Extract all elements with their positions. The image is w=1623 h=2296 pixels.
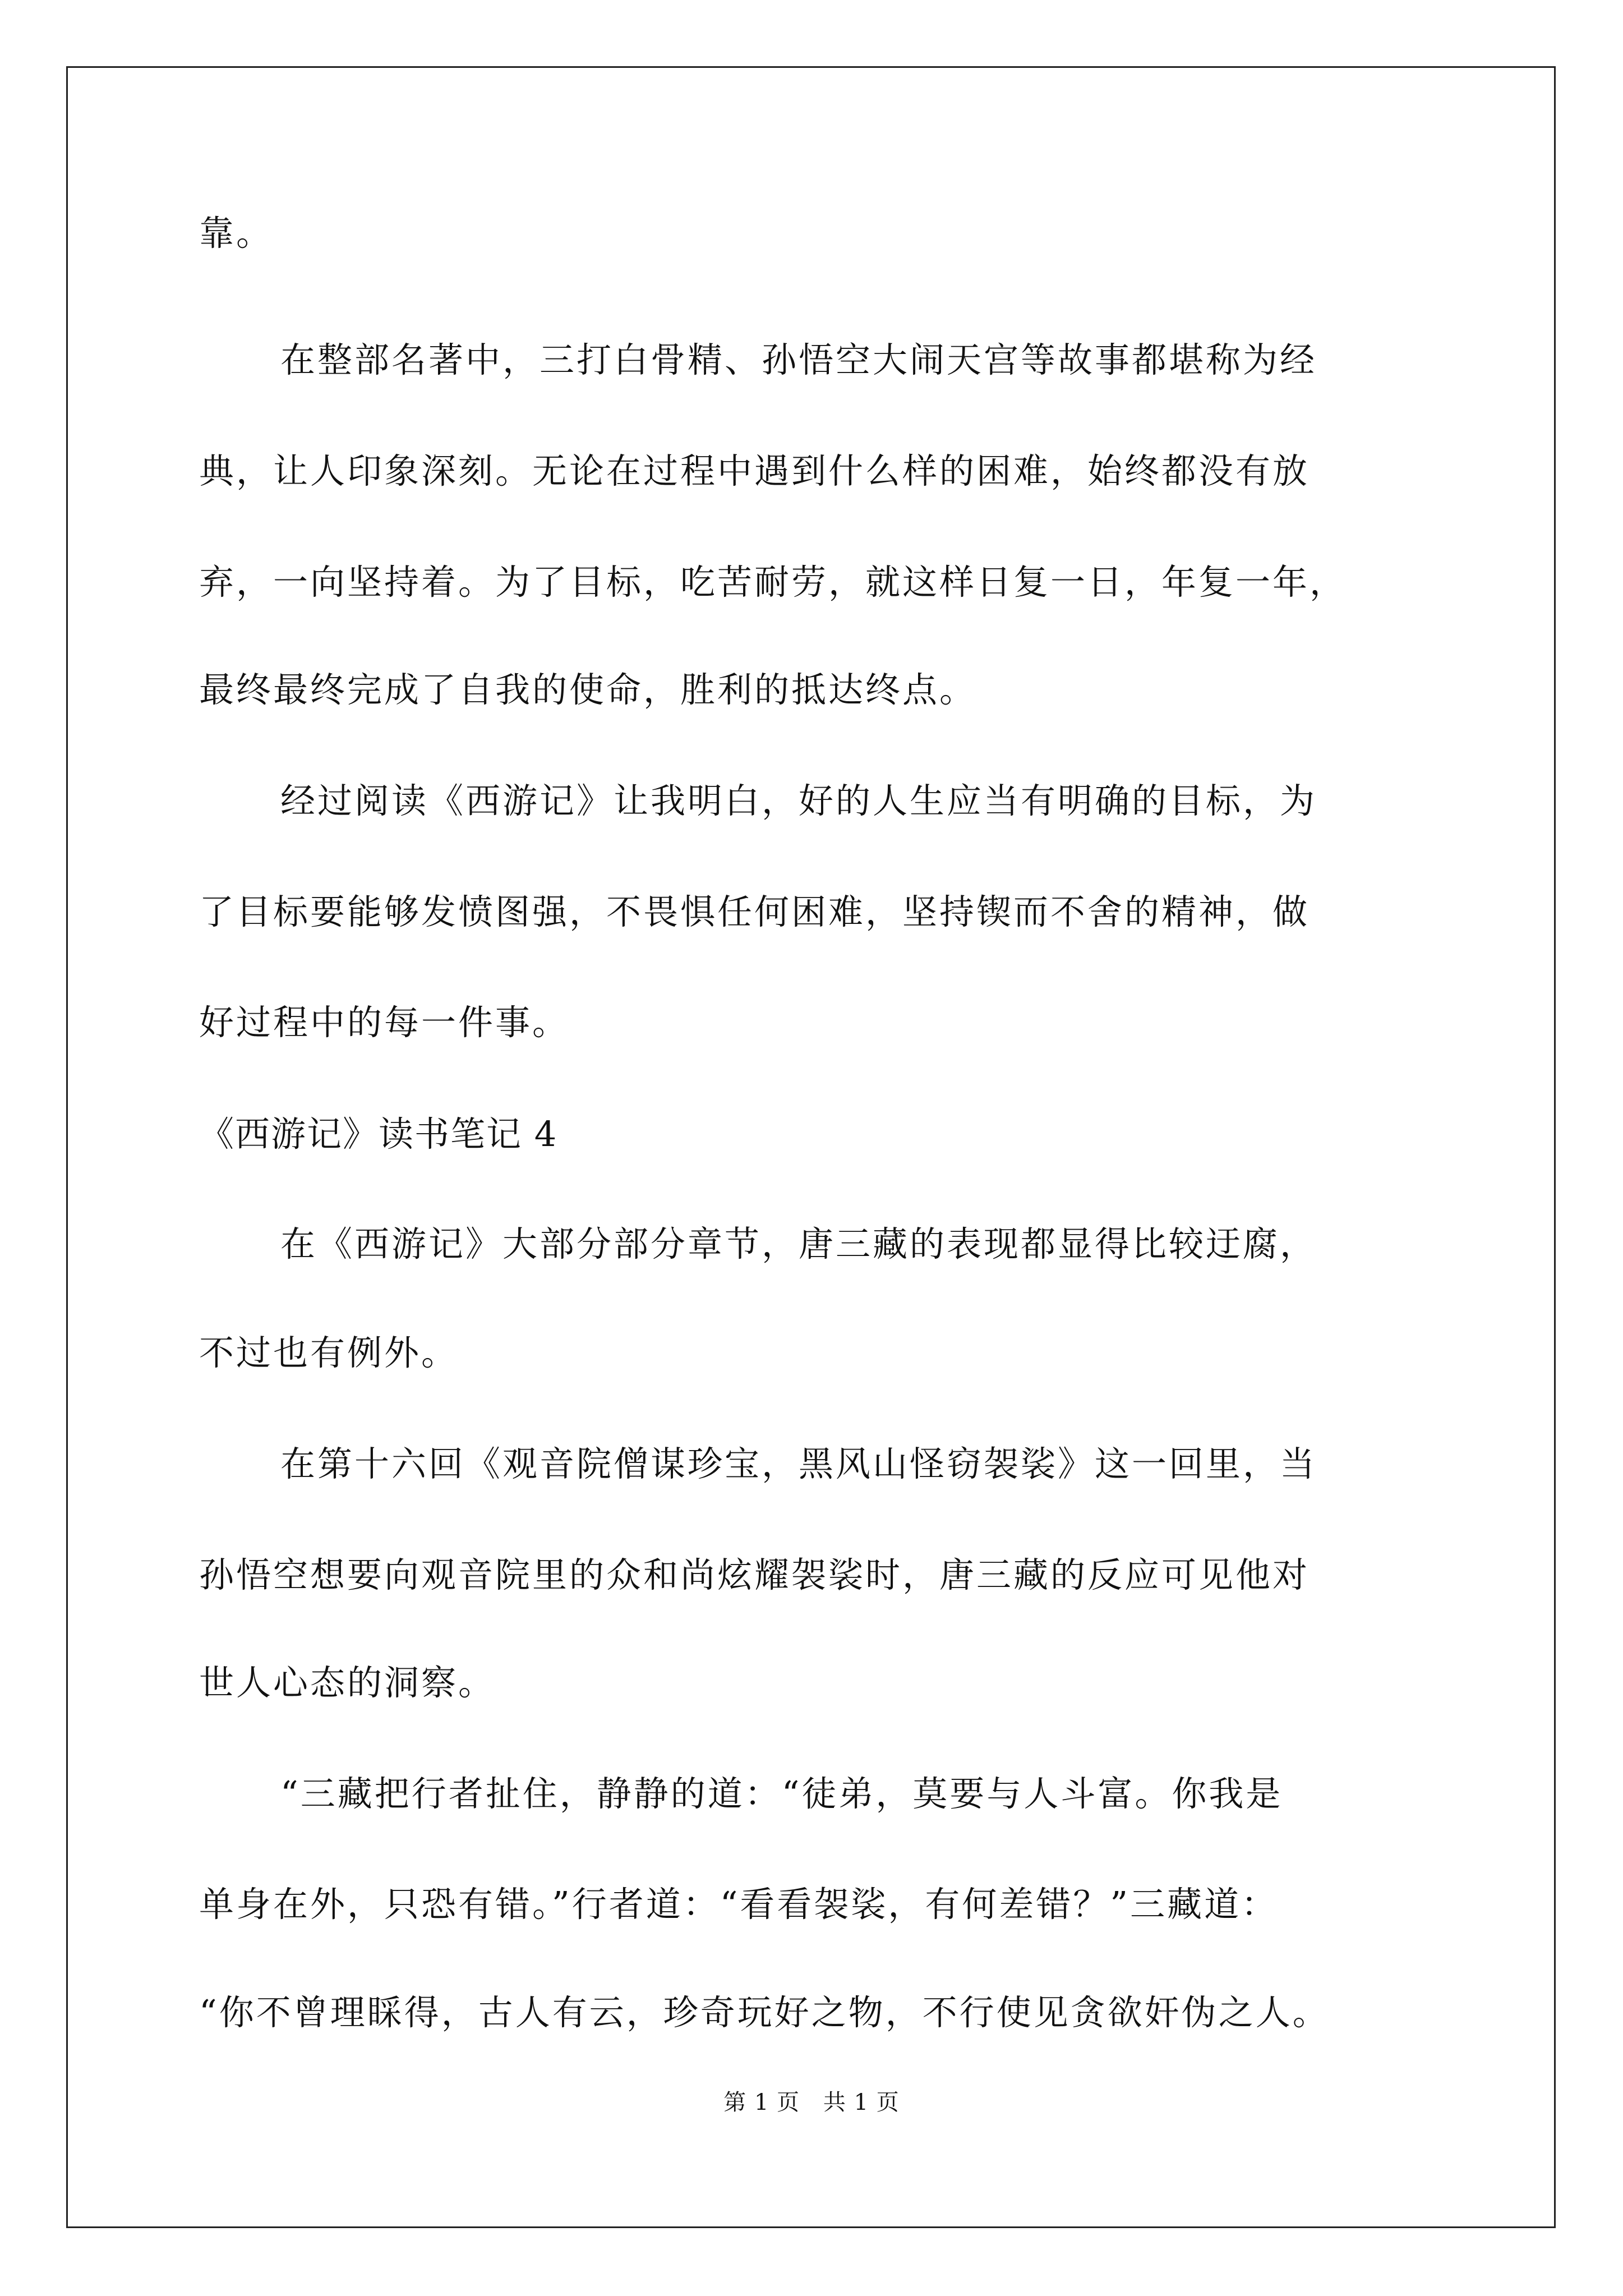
- paragraph-line: “你不曾理睬得，古人有云，珍奇玩好之物，不行使见贪欲奸伪之人。: [199, 1992, 1330, 2033]
- paragraph-line: 孙悟空想要向观音院里的众和尚炫耀袈裟时，唐三藏的反应可见他对: [199, 1554, 1310, 1595]
- paragraph-line: 靠。: [199, 213, 274, 254]
- paragraph-line: 好过程中的每一件事。: [199, 1002, 570, 1043]
- paragraph-line: “三藏把行者扯住，静静的道：“徒弟，莫要与人斗富。你我是: [280, 1773, 1283, 1814]
- paragraph-line: 最终最终完成了自我的使命，胜利的抵达终点。: [199, 669, 977, 710]
- paragraph-line: 了目标要能够发愤图强，不畏惧任何困难，坚持锲而不舍的精神，做: [199, 891, 1310, 932]
- paragraph-line: 不过也有例外。: [199, 1332, 459, 1373]
- paragraph-line: 在整部名著中，三打白骨精、孙悟空大闹天宫等故事都堪称为经: [280, 339, 1317, 380]
- paragraph-line: 典，让人印象深刻。无论在过程中遇到什么样的困难，始终都没有放: [199, 450, 1310, 491]
- paragraph-line: 在《西游记》大部分部分章节，唐三藏的表现都显得比较迂腐，: [280, 1223, 1317, 1264]
- paragraph-line: 弃，一向坚持着。为了目标，吃苦耐劳，就这样日复一日，年复一年，: [199, 562, 1347, 602]
- section-heading: 《西游记》读书笔记 4: [199, 1114, 558, 1154]
- paragraph-line: 在第十六回《观音院僧谋珍宝，黑风山怪窃袈裟》这一回里，当: [280, 1443, 1317, 1484]
- paragraph-line: 经过阅读《西游记》让我明白，好的人生应当有明确的目标，为: [280, 780, 1317, 821]
- page-footer: [0, 2086, 1623, 2119]
- paragraph-line: 世人心态的洞察。: [199, 1662, 496, 1703]
- page-number: 第 1 页: [723, 2090, 800, 2115]
- paragraph-line: 单身在外，只恐有错。”行者道：“看看袈裟，有何差错？”三藏道：: [199, 1884, 1279, 1925]
- page-total: 共 1 页: [823, 2090, 900, 2115]
